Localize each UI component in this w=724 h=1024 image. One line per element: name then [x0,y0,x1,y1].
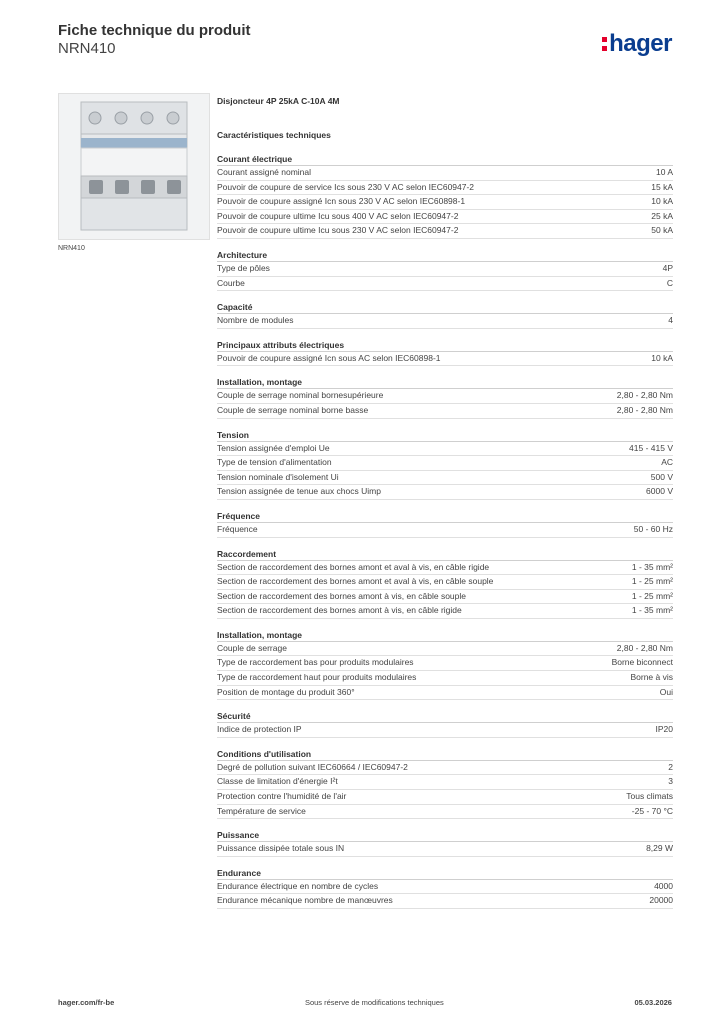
spec-sheet [217,96,673,909]
spec-row [217,166,673,181]
spec-group-title: Tension [217,430,673,442]
spec-value: 415 - 415 V [629,442,673,453]
spec-value: 6000 V [646,486,673,497]
spec-heading: Caractéristiques techniques [217,130,331,140]
spec-label: Endurance mécanique nombre de manœuvres [217,895,393,906]
spec-label: Tension assignée de tenue aux chocs Uimp [217,486,381,497]
spec-row [217,761,673,776]
spec-label: Couple de serrage nominal bornesupérieure [217,390,384,401]
spec-group [217,549,673,619]
spec-group [217,630,673,700]
spec-group-title: Capacité [217,302,673,314]
spec-value: Oui [659,686,673,697]
spec-label: Pouvoir de coupure ultime Icu sous 230 V AC selon IEC60947-2 [217,225,459,236]
spec-label: Couple de serrage nominal borne basse [217,404,369,415]
page-footer [58,998,672,1007]
spec-group-title: Raccordement [217,549,673,561]
spec-group [217,302,673,329]
page-title: Fiche technique du produit [58,22,251,39]
footer-url[interactable]: hager.com/fr-be [58,998,115,1007]
spec-value: 8,29 W [646,843,673,854]
spec-group [217,250,673,291]
spec-value: 10 kA [651,196,673,207]
spec-value: 1 - 35 mm² [631,605,673,616]
spec-value: 4P [662,262,673,273]
spec-value: 25 kA [651,210,673,221]
spec-value: IP20 [655,724,673,735]
spec-label: Classe de limitation d'énergie I²t [217,776,338,787]
hager-logo [602,30,672,58]
spec-value: 1 - 35 mm² [631,561,673,572]
spec-row [217,195,673,210]
spec-row [217,485,673,500]
spec-value: 2,80 - 2,80 Nm [616,642,673,653]
spec-label: Courant assigné nominal [217,167,312,177]
spec-row [217,404,673,419]
circuit-breaker-icon [59,94,209,239]
spec-value: 1 - 25 mm² [631,576,673,587]
spec-label: Type de tension d'alimentation [217,457,332,468]
spec-row [217,805,673,820]
spec-group [217,154,673,239]
spec-group-title: Sécurité [217,711,673,723]
spec-group-title: Puissance [217,830,673,842]
spec-value: 4 [668,315,673,326]
spec-label: Type de pôles [217,262,270,273]
footer-notice: Sous réserve de modifications techniques [304,998,444,1007]
page-header [58,22,251,58]
product-image [58,93,210,240]
spec-row [217,880,673,895]
spec-row [217,352,673,367]
spec-label: Tension nominale d'isolement Ui [217,471,339,482]
spec-row [217,262,673,277]
spec-label: Degré de pollution suivant IEC60664 / IEC60947-2 [217,761,408,772]
spec-row [217,790,673,805]
spec-label: Pouvoir de coupure assigné Icn sous AC selon IEC60898-1 [217,352,441,363]
spec-row [217,210,673,225]
spec-label: Protection contre l'humidité de l'air [217,791,347,802]
spec-group [217,749,673,819]
spec-value: 2,80 - 2,80 Nm [616,404,673,415]
logo-text: hager [609,30,672,57]
spec-value: 10 A [655,167,673,177]
spec-label: Courbe [217,277,245,288]
spec-group-title: Fréquence [217,511,673,523]
spec-row [217,456,673,471]
spec-value: 50 - 60 Hz [633,523,673,534]
product-name: Disjoncteur 4P 25kA C-10A 4M [217,96,340,106]
spec-group-title: Conditions d'utilisation [217,749,673,761]
spec-group [217,430,673,500]
spec-label: Pouvoir de coupure de service Ics sous 230 V AC selon IEC60947-2 [217,181,475,192]
spec-label: Pouvoir de coupure ultime Icu sous 400 V AC selon IEC60947-2 [217,210,459,221]
spec-group [217,830,673,857]
spec-label: Nombre de modules [217,315,294,326]
spec-row [217,442,673,457]
spec-label: Type de raccordement haut pour produits modulaires [217,672,417,683]
spec-value: 2,80 - 2,80 Nm [616,390,673,401]
spec-row [217,471,673,486]
spec-row [217,775,673,790]
spec-group-title: Principaux attributs électriques [217,340,673,352]
product-reference: NRN410 [58,40,116,57]
logo-dots-icon [602,35,607,53]
spec-group-title: Courant électrique [217,154,673,166]
spec-value: 15 kA [651,181,673,192]
spec-value: 20000 [649,895,673,906]
footer-date: 05.03.2026 [634,998,672,1007]
spec-row [217,604,673,619]
spec-label: Section de raccordement des bornes amont et aval à vis, en câble souple [217,576,494,587]
spec-row [217,723,673,738]
spec-group-title: Endurance [217,868,673,880]
spec-label: Puissance dissipée totale sous IN [217,843,345,854]
spec-group [217,868,673,909]
spec-group-title: Architecture [217,250,673,262]
spec-label: Position de montage du produit 360° [217,686,355,697]
spec-value: 50 kA [651,225,673,236]
spec-row [217,523,673,538]
spec-row [217,224,673,239]
spec-group-title: Installation, montage [217,377,673,389]
spec-value: 2 [668,761,673,772]
spec-value: 10 kA [651,352,673,363]
spec-value: 1 - 25 mm² [631,590,673,601]
spec-label: Type de raccordement bas pour produits modulaires [217,657,414,668]
spec-group-title: Installation, montage [217,630,673,642]
spec-row [217,277,673,292]
spec-row [217,642,673,657]
spec-row [217,575,673,590]
spec-value: Borne biconnect [611,657,673,668]
spec-label: Indice de protection IP [217,724,302,735]
spec-label: Température de service [217,805,306,816]
spec-label: Pouvoir de coupure assigné Icn sous 230 V AC selon IEC60898-1 [217,196,466,207]
spec-value: AC [661,457,673,468]
spec-value: 4000 [654,880,673,891]
spec-group [217,511,673,538]
spec-row [217,389,673,404]
spec-value: Borne à vis [630,672,673,683]
spec-group [217,340,673,367]
spec-value: Tous climats [626,791,673,802]
spec-group [217,711,673,738]
spec-label: Tension assignée d'emploi Ue [217,442,330,453]
spec-row [217,181,673,196]
spec-row [217,686,673,701]
spec-row [217,561,673,576]
spec-row [217,671,673,686]
spec-label: Section de raccordement des bornes amont à vis, en câble souple [217,590,467,601]
spec-row [217,590,673,605]
spec-label: Section de raccordement des bornes amont et aval à vis, en câble rigide [217,561,490,572]
spec-value: 3 [668,776,673,787]
product-image-caption: NRN410 [58,245,85,252]
spec-value: 500 V [650,471,673,482]
spec-label: Fréquence [217,523,258,534]
spec-label: Endurance électrique en nombre de cycles [217,880,379,891]
spec-label: Section de raccordement des bornes amont à vis, en câble rigide [217,605,462,616]
spec-row [217,314,673,329]
spec-row [217,894,673,909]
spec-label: Couple de serrage [217,642,287,653]
spec-row [217,656,673,671]
spec-value: C [666,277,673,288]
spec-groups [217,154,673,909]
spec-row [217,842,673,857]
spec-group [217,377,673,418]
spec-value: -25 - 70 °C [631,805,673,816]
